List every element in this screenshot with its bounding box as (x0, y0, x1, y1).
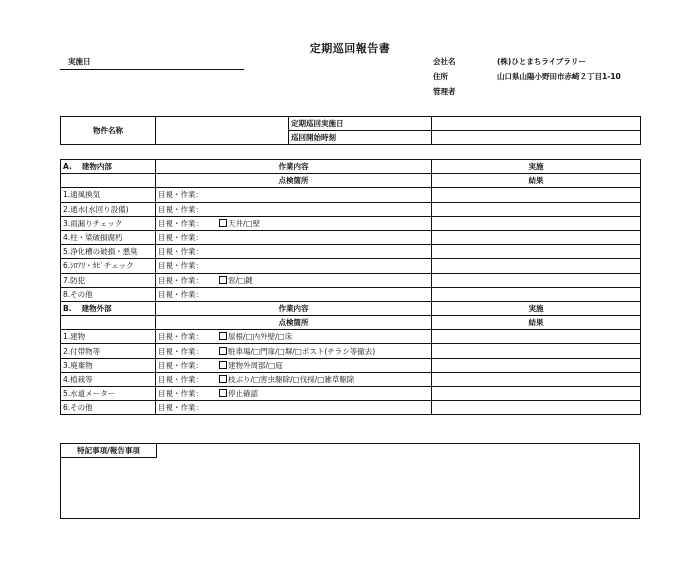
table-row (61, 387, 641, 401)
item-label: 2.通水(水回り設備) (61, 202, 156, 216)
work-prefix: 目視・作業： (158, 218, 203, 228)
done-header: 実施 (432, 301, 641, 315)
item-label: 4.柱・梁破損腐朽 (61, 230, 156, 244)
result-cell[interactable] (432, 259, 641, 273)
options-group (203, 276, 253, 285)
options-group (203, 219, 260, 228)
checkbox-icon[interactable] (219, 276, 227, 284)
result-cell[interactable] (432, 387, 641, 401)
done-header: 実施 (432, 160, 641, 174)
options-group (203, 375, 354, 384)
item-label: 3.廃棄物 (61, 358, 156, 372)
work-cell[interactable] (156, 202, 432, 216)
work-prefix: 目視・作業： (158, 332, 203, 342)
work-prefix: 目視・作業： (158, 389, 203, 399)
work-cell[interactable] (156, 344, 432, 358)
section-header-row (61, 160, 641, 174)
patrol-date-label: 定期巡回実施日 (289, 117, 432, 131)
table-row (61, 202, 641, 216)
item-label: 7.防犯 (61, 273, 156, 287)
work-cell[interactable] (156, 188, 432, 202)
inspection-table (60, 159, 641, 415)
date-underline (60, 69, 244, 70)
options-text: 屋根/□内外壁/□床 (228, 332, 293, 342)
options-text: 天井/□壁 (228, 218, 261, 228)
options-text: 枝ぶり/□害虫駆除/□伐採/□雑草駆除 (228, 374, 355, 384)
table-row (61, 330, 641, 344)
notes-label: 特記事項/報告事項 (61, 444, 157, 458)
item-label: 1.通風換気 (61, 188, 156, 202)
result-cell[interactable] (432, 330, 641, 344)
work-prefix: 目視・作業： (158, 190, 203, 200)
work-cell[interactable] (156, 372, 432, 386)
result-cell[interactable] (432, 202, 641, 216)
section-blank (61, 174, 156, 188)
item-label: 3.雨漏りチェック (61, 216, 156, 230)
location-header: 点検箇所 (156, 316, 432, 330)
item-label: 1.建物 (61, 330, 156, 344)
item-label: 2.付帯物等 (61, 344, 156, 358)
address-value: 山口県山陽小野田市赤崎２丁目1-10 (497, 72, 621, 81)
table-row (61, 188, 641, 202)
result-cell[interactable] (432, 273, 641, 287)
options-text: 建物外周部/□庭 (228, 360, 283, 370)
result-cell[interactable] (432, 401, 641, 415)
options-text: 停止確認 (228, 389, 258, 399)
item-label: 6.ｼﾛｱﾘ・ｶﾋﾞチェック (61, 259, 156, 273)
work-cell[interactable] (156, 287, 432, 301)
table-row (61, 273, 641, 287)
work-prefix: 目視・作業： (158, 261, 203, 271)
company-label: 会社名 (433, 57, 456, 66)
table-row (61, 358, 641, 372)
section-blank (61, 316, 156, 330)
result-cell[interactable] (432, 372, 641, 386)
table-row (61, 287, 641, 301)
work-prefix: 目視・作業： (158, 275, 203, 285)
work-cell[interactable] (156, 401, 432, 415)
work-prefix: 目視・作業： (158, 233, 203, 243)
work-prefix: 目視・作業： (158, 374, 203, 384)
result-cell[interactable] (432, 344, 641, 358)
result-cell[interactable] (432, 216, 641, 230)
date-label: 実施日 (68, 57, 91, 66)
section-subheader-row (61, 316, 641, 330)
checkbox-icon[interactable] (219, 332, 227, 340)
options-group (203, 332, 292, 341)
options-group (203, 361, 283, 370)
table-row (61, 259, 641, 273)
item-label: 5.浄化槽の破損・悪臭 (61, 245, 156, 259)
item-label: 6.その他 (61, 401, 156, 415)
patrol-date-field[interactable] (432, 117, 641, 131)
work-cell[interactable] (156, 273, 432, 287)
report-title: 定期巡回報告書 (309, 42, 391, 55)
options-text: 窓/□鍵 (228, 275, 253, 285)
options-group (203, 389, 258, 398)
section-label: A. 建物内部 (61, 160, 156, 174)
table-row (61, 245, 641, 259)
checkbox-icon[interactable] (219, 219, 227, 227)
patrol-start-field[interactable] (432, 131, 641, 145)
manager-label: 管理者 (433, 87, 456, 96)
table-row (61, 372, 641, 386)
work-prefix: 目視・作業： (158, 403, 203, 413)
work-cell[interactable] (156, 230, 432, 244)
patrol-start-label: 巡回開始時刻 (289, 131, 432, 145)
checkbox-icon[interactable] (219, 375, 227, 383)
result-cell[interactable] (432, 188, 641, 202)
work-cell[interactable] (156, 259, 432, 273)
checkbox-icon[interactable] (219, 389, 227, 397)
address-label: 住所 (433, 72, 448, 81)
property-name-field[interactable] (156, 117, 289, 145)
work-cell[interactable] (156, 216, 432, 230)
result-cell[interactable] (432, 245, 641, 259)
work-cell[interactable] (156, 387, 432, 401)
item-label: 4.植栽等 (61, 372, 156, 386)
result-cell[interactable] (432, 287, 641, 301)
table-row (61, 401, 641, 415)
location-header: 点検箇所 (156, 174, 432, 188)
work-prefix: 目視・作業： (158, 346, 203, 356)
options-text: 駐車場/□門扉/□塀/□ポスト(チラシ等撤去) (228, 346, 376, 356)
notes-box[interactable] (60, 443, 640, 519)
table-row (61, 216, 641, 230)
checkbox-icon[interactable] (219, 361, 227, 369)
section-label: B. 建物外部 (61, 301, 156, 315)
result-cell[interactable] (432, 230, 641, 244)
company-value: (株)ひとまちライブラリー (497, 57, 586, 66)
work-cell[interactable] (156, 330, 432, 344)
options-group (203, 347, 375, 356)
work-cell[interactable] (156, 358, 432, 372)
work-header: 作業内容 (156, 160, 432, 174)
work-prefix: 目視・作業： (158, 204, 203, 214)
checkbox-icon[interactable] (219, 347, 227, 355)
result-cell[interactable] (432, 358, 641, 372)
work-prefix: 目視・作業： (158, 360, 203, 370)
table-row (61, 230, 641, 244)
table-row (61, 344, 641, 358)
item-label: 5.水道メーター (61, 387, 156, 401)
result-header: 結果 (432, 174, 641, 188)
property-name-label: 物件名称 (61, 117, 156, 145)
item-label: 8.その他 (61, 287, 156, 301)
work-prefix: 目視・作業： (158, 247, 203, 257)
property-table (60, 116, 641, 145)
result-header: 結果 (432, 316, 641, 330)
section-subheader-row (61, 174, 641, 188)
work-header: 作業内容 (156, 301, 432, 315)
work-prefix: 目視・作業： (158, 289, 203, 299)
section-header-row (61, 301, 641, 315)
work-cell[interactable] (156, 245, 432, 259)
